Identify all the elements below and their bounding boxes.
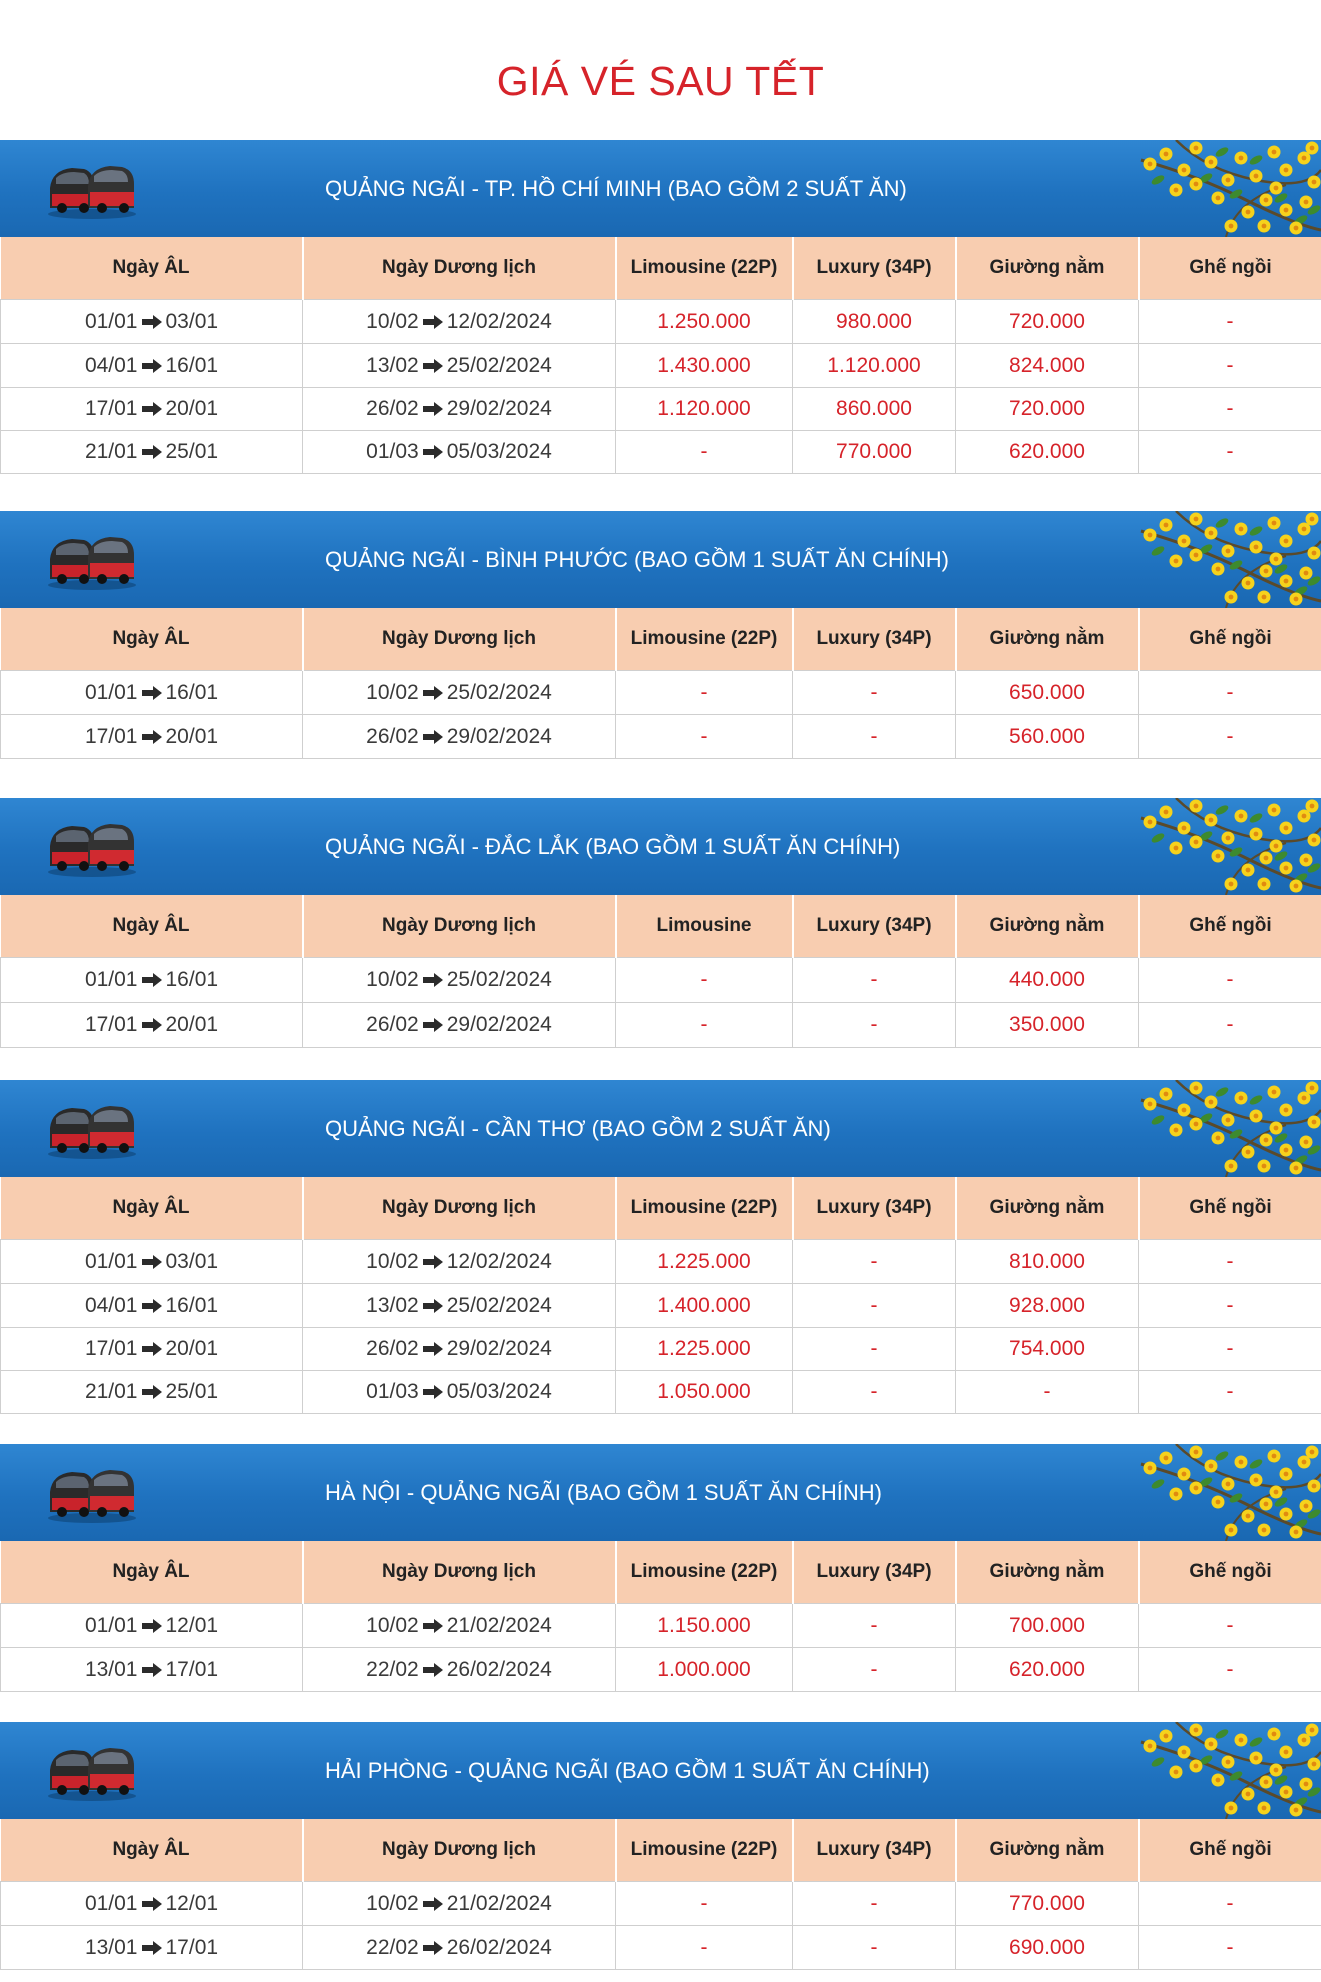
table-row	[1, 388, 1321, 431]
sleeper-price: 928.000	[956, 1284, 1139, 1328]
table-header-row	[1, 1177, 1321, 1240]
limousine-price: 1.150.000	[616, 1604, 793, 1648]
right-arrow-icon	[141, 1619, 163, 1633]
sleeper-price: 350.000	[956, 1003, 1139, 1048]
bus-icon	[44, 816, 140, 878]
lunar-from: 17/01	[84, 397, 138, 420]
solar-from: 26/02	[366, 1013, 419, 1036]
apricot-blossom-icon	[1136, 1722, 1321, 1819]
right-arrow-icon	[141, 1897, 163, 1911]
solar-to: 25/02/2024	[446, 353, 552, 377]
lunar-from: 01/01	[84, 309, 138, 333]
route-title: HÀ NỘI - QUẢNG NGÃI (BAO GỒM 1 SUẤT ĂN CHÍNH)	[325, 1480, 882, 1505]
luxury-price: -	[793, 1926, 956, 1970]
lunar-date-cell	[1, 1371, 303, 1414]
table-row	[1, 671, 1321, 715]
limousine-price: -	[616, 1926, 793, 1970]
column-header: Ghế ngồi	[1139, 1541, 1321, 1604]
lunar-to: 20/01	[165, 1013, 219, 1036]
column-header: Luxury (34P)	[793, 1177, 956, 1240]
solar-to: 21/02/2024	[446, 1891, 552, 1915]
lunar-from: 01/01	[84, 968, 138, 991]
column-header: Ngày Dương lịch	[303, 1541, 616, 1604]
right-arrow-icon	[422, 445, 444, 459]
limousine-price: 1.000.000	[616, 1648, 793, 1692]
apricot-blossom-icon	[1136, 1080, 1321, 1177]
sleeper-price: 440.000	[956, 958, 1139, 1003]
solar-date-cell	[303, 715, 616, 759]
solar-to: 26/02/2024	[446, 1935, 552, 1959]
table-row	[1, 1284, 1321, 1328]
column-header: Luxury (34P)	[793, 895, 956, 958]
table-row	[1, 1926, 1321, 1970]
column-header: Limousine (22P)	[616, 608, 793, 671]
lunar-date-cell	[1, 1926, 303, 1970]
lunar-to: 20/01	[165, 724, 219, 748]
column-header: Ngày Dương lịch	[303, 1819, 616, 1882]
solar-from: 26/02	[366, 724, 419, 748]
luxury-price: -	[793, 1371, 956, 1414]
solar-to: 05/03/2024	[446, 440, 552, 463]
bus-icon	[44, 529, 140, 591]
seat-price: -	[1139, 1926, 1321, 1970]
bus-icon	[44, 1098, 140, 1160]
solar-date-cell	[303, 1926, 616, 1970]
lunar-to: 25/01	[165, 440, 219, 463]
right-arrow-icon	[422, 1897, 444, 1911]
apricot-blossom-icon	[1136, 1444, 1321, 1541]
limousine-price: 1.250.000	[616, 300, 793, 344]
apricot-blossom-icon	[1136, 511, 1321, 608]
right-arrow-icon	[422, 402, 444, 416]
lunar-to: 16/01	[165, 1293, 219, 1317]
sleeper-price: 620.000	[956, 1648, 1139, 1692]
limousine-price: 1.430.000	[616, 344, 793, 388]
right-arrow-icon	[422, 1342, 444, 1356]
limousine-price: -	[616, 1882, 793, 1926]
column-header: Limousine (22P)	[616, 237, 793, 300]
column-header: Ghế ngồi	[1139, 237, 1321, 300]
table-row	[1, 1240, 1321, 1284]
column-header: Luxury (34P)	[793, 1541, 956, 1604]
lunar-from: 17/01	[84, 1337, 138, 1360]
column-header: Ngày ÂL	[1, 1819, 303, 1882]
route-title: QUẢNG NGÃI - BÌNH PHƯỚC (BAO GỒM 1 SUẤT ĂN CHÍNH)	[325, 547, 949, 572]
seat-price: -	[1139, 431, 1321, 474]
lunar-to: 20/01	[165, 1337, 219, 1360]
right-arrow-icon	[141, 1385, 163, 1399]
solar-date-cell	[303, 388, 616, 431]
lunar-from: 21/01	[84, 440, 138, 463]
luxury-price: 980.000	[793, 300, 956, 344]
solar-to: 29/02/2024	[446, 1013, 552, 1036]
seat-price: -	[1139, 1328, 1321, 1371]
page-title: GIÁ VÉ SAU TẾT	[496, 58, 825, 104]
solar-from: 10/02	[366, 968, 419, 991]
sleeper-price: 700.000	[956, 1604, 1139, 1648]
limousine-price: -	[616, 431, 793, 474]
solar-date-cell	[303, 1003, 616, 1048]
column-header: Limousine (22P)	[616, 1541, 793, 1604]
sleeper-price: 720.000	[956, 388, 1139, 431]
luxury-price: -	[793, 715, 956, 759]
solar-date-cell	[303, 300, 616, 344]
seat-price: -	[1139, 1604, 1321, 1648]
lunar-from: 13/01	[84, 1657, 138, 1681]
right-arrow-icon	[422, 1619, 444, 1633]
seat-price: -	[1139, 344, 1321, 388]
sleeper-price: 810.000	[956, 1240, 1139, 1284]
column-header: Limousine (22P)	[616, 1819, 793, 1882]
route-banner	[0, 511, 1321, 608]
seat-price: -	[1139, 1648, 1321, 1692]
route-banner	[0, 140, 1321, 237]
table-row	[1, 1882, 1321, 1926]
column-header: Giường nằm	[956, 1177, 1139, 1240]
solar-from: 10/02	[366, 1249, 419, 1273]
solar-to: 21/02/2024	[446, 1613, 552, 1637]
solar-date-cell	[303, 1882, 616, 1926]
luxury-price: -	[793, 1648, 956, 1692]
column-header: Ngày ÂL	[1, 608, 303, 671]
right-arrow-icon	[141, 445, 163, 459]
price-table	[0, 1541, 1321, 1692]
sleeper-price: 650.000	[956, 671, 1139, 715]
seat-price: -	[1139, 715, 1321, 759]
right-arrow-icon	[422, 315, 444, 329]
lunar-from: 21/01	[84, 1380, 138, 1403]
seat-price: -	[1139, 300, 1321, 344]
solar-date-cell	[303, 671, 616, 715]
right-arrow-icon	[141, 1663, 163, 1677]
limousine-price: -	[616, 715, 793, 759]
table-row	[1, 1328, 1321, 1371]
column-header: Ngày Dương lịch	[303, 1177, 616, 1240]
lunar-from: 01/01	[84, 1249, 138, 1273]
route-banner	[0, 1722, 1321, 1819]
lunar-from: 13/01	[84, 1935, 138, 1959]
right-arrow-icon	[422, 1663, 444, 1677]
solar-date-cell	[303, 958, 616, 1003]
sleeper-price: 720.000	[956, 300, 1139, 344]
table-header-row	[1, 1541, 1321, 1604]
lunar-date-cell	[1, 715, 303, 759]
right-arrow-icon	[141, 973, 163, 987]
lunar-date-cell	[1, 671, 303, 715]
solar-date-cell	[303, 1371, 616, 1414]
column-header: Giường nằm	[956, 1541, 1139, 1604]
solar-to: 29/02/2024	[446, 1337, 552, 1360]
right-arrow-icon	[422, 973, 444, 987]
right-arrow-icon	[141, 1299, 163, 1313]
solar-date-cell	[303, 1604, 616, 1648]
lunar-date-cell	[1, 1882, 303, 1926]
table-row	[1, 1003, 1321, 1048]
table-row	[1, 300, 1321, 344]
price-table	[0, 1819, 1321, 1970]
lunar-date-cell	[1, 344, 303, 388]
right-arrow-icon	[141, 686, 163, 700]
price-table	[0, 895, 1321, 1048]
column-header: Ngày ÂL	[1, 1177, 303, 1240]
lunar-from: 17/01	[84, 1013, 138, 1036]
price-table	[0, 237, 1321, 474]
column-header: Luxury (34P)	[793, 1819, 956, 1882]
lunar-date-cell	[1, 1648, 303, 1692]
solar-date-cell	[303, 1328, 616, 1371]
bus-icon	[44, 1462, 140, 1524]
column-header: Limousine (22P)	[616, 1177, 793, 1240]
lunar-date-cell	[1, 431, 303, 474]
solar-date-cell	[303, 1240, 616, 1284]
seat-price: -	[1139, 1284, 1321, 1328]
table-row	[1, 715, 1321, 759]
column-header: Giường nằm	[956, 237, 1139, 300]
column-header: Ghế ngồi	[1139, 895, 1321, 958]
lunar-to: 16/01	[165, 353, 219, 377]
solar-to: 29/02/2024	[446, 397, 552, 420]
limousine-price: -	[616, 1003, 793, 1048]
price-table	[0, 608, 1321, 759]
column-header: Luxury (34P)	[793, 608, 956, 671]
solar-from: 10/02	[366, 309, 419, 333]
solar-date-cell	[303, 1284, 616, 1328]
solar-to: 29/02/2024	[446, 724, 552, 748]
column-header: Ngày Dương lịch	[303, 237, 616, 300]
luxury-price: -	[793, 958, 956, 1003]
lunar-to: 03/01	[165, 309, 219, 333]
limousine-price: 1.050.000	[616, 1371, 793, 1414]
right-arrow-icon	[141, 1255, 163, 1269]
lunar-to: 17/01	[165, 1657, 219, 1681]
route-title: QUẢNG NGÃI - TP. HỒ CHÍ MINH (BAO GỒM 2 SUẤT ĂN)	[325, 176, 907, 201]
sleeper-price: 560.000	[956, 715, 1139, 759]
lunar-to: 16/01	[165, 680, 219, 704]
luxury-price: -	[793, 1882, 956, 1926]
lunar-from: 01/01	[84, 1613, 138, 1637]
apricot-blossom-icon	[1136, 798, 1321, 895]
luxury-price: -	[793, 1240, 956, 1284]
right-arrow-icon	[422, 359, 444, 373]
table-row	[1, 431, 1321, 474]
lunar-to: 20/01	[165, 397, 219, 420]
lunar-from: 01/01	[84, 1891, 138, 1915]
seat-price: -	[1139, 958, 1321, 1003]
column-header: Ghế ngồi	[1139, 1819, 1321, 1882]
luxury-price: 860.000	[793, 388, 956, 431]
solar-date-cell	[303, 344, 616, 388]
seat-price: -	[1139, 1882, 1321, 1926]
limousine-price: -	[616, 671, 793, 715]
price-table	[0, 1177, 1321, 1414]
right-arrow-icon	[422, 1018, 444, 1032]
column-header: Giường nằm	[956, 608, 1139, 671]
lunar-date-cell	[1, 1284, 303, 1328]
route-banner	[0, 1444, 1321, 1541]
seat-price: -	[1139, 1003, 1321, 1048]
right-arrow-icon	[141, 359, 163, 373]
lunar-from: 01/01	[84, 680, 138, 704]
right-arrow-icon	[141, 1941, 163, 1955]
solar-date-cell	[303, 1648, 616, 1692]
limousine-price: 1.225.000	[616, 1240, 793, 1284]
limousine-price: 1.400.000	[616, 1284, 793, 1328]
apricot-blossom-icon	[1136, 140, 1321, 237]
solar-from: 01/03	[366, 1380, 419, 1403]
limousine-price: 1.225.000	[616, 1328, 793, 1371]
table-header-row	[1, 237, 1321, 300]
lunar-date-cell	[1, 958, 303, 1003]
lunar-from: 04/01	[84, 1293, 138, 1317]
solar-to: 25/02/2024	[446, 968, 552, 991]
lunar-to: 25/01	[165, 1380, 219, 1403]
column-header: Luxury (34P)	[793, 237, 956, 300]
luxury-price: -	[793, 1328, 956, 1371]
solar-from: 13/02	[366, 1293, 419, 1317]
lunar-date-cell	[1, 1604, 303, 1648]
solar-from: 10/02	[366, 1891, 419, 1915]
solar-from: 10/02	[366, 1613, 419, 1637]
solar-to: 26/02/2024	[446, 1657, 552, 1681]
solar-from: 13/02	[366, 353, 419, 377]
solar-to: 25/02/2024	[446, 680, 552, 704]
column-header: Ngày Dương lịch	[303, 608, 616, 671]
route-banner	[0, 1080, 1321, 1177]
lunar-date-cell	[1, 1328, 303, 1371]
route-title: QUẢNG NGÃI - ĐẮC LẮK (BAO GỒM 1 SUẤT ĂN CHÍNH)	[325, 834, 901, 859]
route-banner	[0, 798, 1321, 895]
table-row	[1, 1371, 1321, 1414]
sleeper-price: 690.000	[956, 1926, 1139, 1970]
solar-from: 22/02	[366, 1657, 419, 1681]
table-header-row	[1, 608, 1321, 671]
sleeper-price: 770.000	[956, 1882, 1139, 1926]
lunar-date-cell	[1, 1003, 303, 1048]
table-row	[1, 1648, 1321, 1692]
luxury-price: 1.120.000	[793, 344, 956, 388]
limousine-price: -	[616, 958, 793, 1003]
table-header-row	[1, 895, 1321, 958]
lunar-to: 12/01	[165, 1891, 219, 1915]
solar-from: 26/02	[366, 397, 419, 420]
solar-date-cell	[303, 431, 616, 474]
lunar-date-cell	[1, 1240, 303, 1284]
lunar-to: 12/01	[165, 1613, 219, 1637]
table-row	[1, 958, 1321, 1003]
lunar-date-cell	[1, 300, 303, 344]
solar-to: 12/02/2024	[446, 309, 552, 333]
right-arrow-icon	[141, 730, 163, 744]
column-header: Giường nằm	[956, 895, 1139, 958]
sleeper-price: 824.000	[956, 344, 1139, 388]
table-row	[1, 344, 1321, 388]
limousine-price: 1.120.000	[616, 388, 793, 431]
right-arrow-icon	[141, 315, 163, 329]
table-row	[1, 1604, 1321, 1648]
seat-price: -	[1139, 671, 1321, 715]
luxury-price: -	[793, 671, 956, 715]
seat-price: -	[1139, 388, 1321, 431]
lunar-to: 17/01	[165, 1935, 219, 1959]
column-header: Giường nằm	[956, 1819, 1139, 1882]
column-header: Ngày Dương lịch	[303, 895, 616, 958]
lunar-from: 17/01	[84, 724, 138, 748]
right-arrow-icon	[422, 1385, 444, 1399]
right-arrow-icon	[422, 1941, 444, 1955]
right-arrow-icon	[422, 1299, 444, 1313]
lunar-to: 03/01	[165, 1249, 219, 1273]
lunar-date-cell	[1, 388, 303, 431]
seat-price: -	[1139, 1240, 1321, 1284]
sleeper-price: 620.000	[956, 431, 1139, 474]
right-arrow-icon	[141, 402, 163, 416]
seat-price: -	[1139, 1371, 1321, 1414]
column-header: Limousine	[616, 895, 793, 958]
route-title: QUẢNG NGÃI - CẦN THƠ (BAO GỒM 2 SUẤT ĂN)	[325, 1116, 831, 1141]
sleeper-price: 754.000	[956, 1328, 1139, 1371]
solar-to: 12/02/2024	[446, 1249, 552, 1273]
column-header: Ngày ÂL	[1, 1541, 303, 1604]
bus-icon	[44, 1740, 140, 1802]
solar-from: 22/02	[366, 1935, 419, 1959]
lunar-to: 16/01	[165, 968, 219, 991]
right-arrow-icon	[422, 730, 444, 744]
sleeper-price: -	[956, 1371, 1139, 1414]
luxury-price: 770.000	[793, 431, 956, 474]
right-arrow-icon	[422, 686, 444, 700]
lunar-from: 04/01	[84, 353, 138, 377]
right-arrow-icon	[141, 1018, 163, 1032]
luxury-price: -	[793, 1003, 956, 1048]
column-header: Ghế ngồi	[1139, 1177, 1321, 1240]
column-header: Ghế ngồi	[1139, 608, 1321, 671]
right-arrow-icon	[422, 1255, 444, 1269]
table-header-row	[1, 1819, 1321, 1882]
solar-to: 05/03/2024	[446, 1380, 552, 1403]
luxury-price: -	[793, 1284, 956, 1328]
solar-from: 01/03	[366, 440, 419, 463]
right-arrow-icon	[141, 1342, 163, 1356]
solar-to: 25/02/2024	[446, 1293, 552, 1317]
route-title: HẢI PHÒNG - QUẢNG NGÃI (BAO GỒM 1 SUẤT ĂN CHÍNH)	[325, 1758, 930, 1783]
luxury-price: -	[793, 1604, 956, 1648]
bus-icon	[44, 158, 140, 220]
column-header: Ngày ÂL	[1, 237, 303, 300]
column-header: Ngày ÂL	[1, 895, 303, 958]
solar-from: 26/02	[366, 1337, 419, 1360]
solar-from: 10/02	[366, 680, 419, 704]
